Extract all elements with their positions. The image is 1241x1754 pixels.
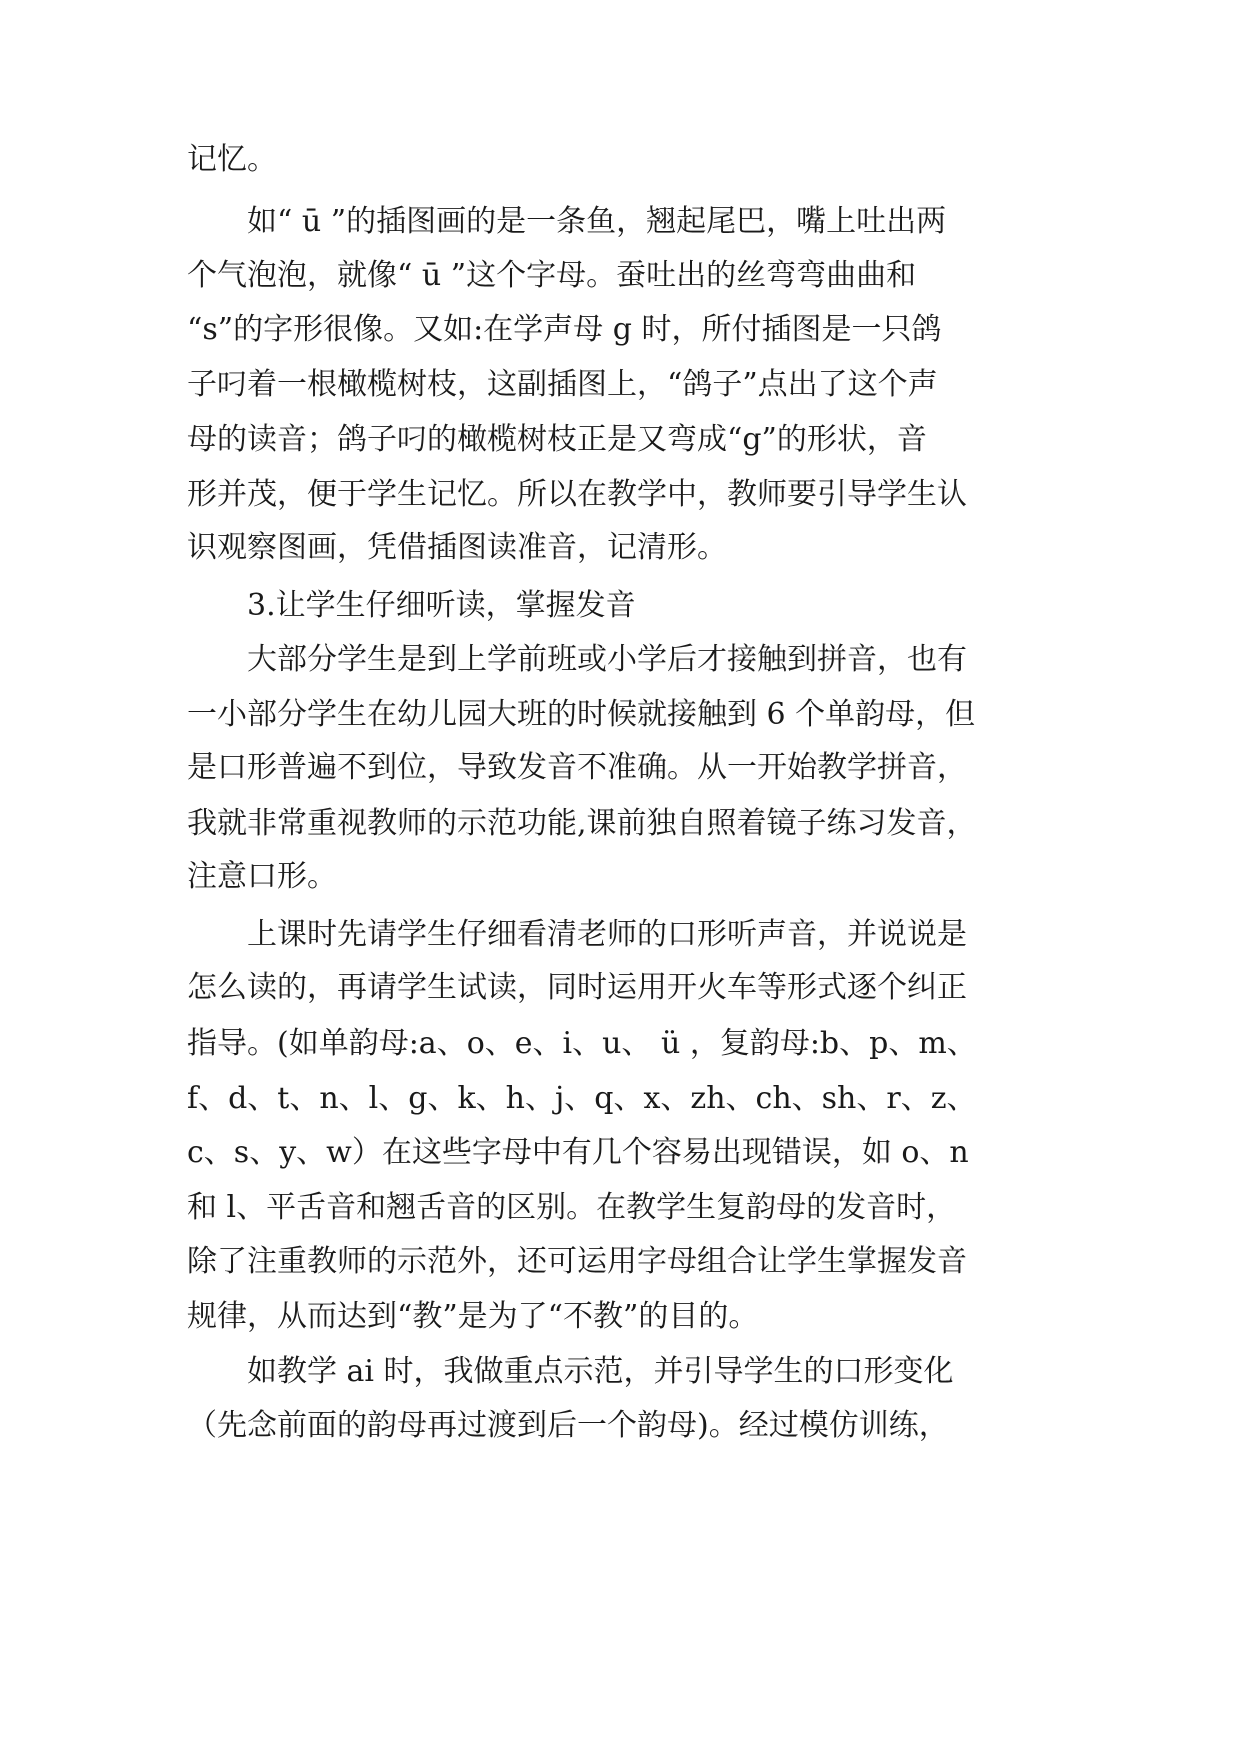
text-line-10: 大部分学生是到上学前班或小学后才接触到拼音，也有: [247, 642, 967, 677]
text-line-23: 如教学 ai 时，我做重点示范，并引导学生的口形变化: [247, 1354, 954, 1389]
text-line-24: （先念前面的韵母再过渡到后一个韵母)。经过模仿训练，: [187, 1408, 949, 1443]
text-line-13: 我就非常重视教师的示范功能,课前独自照着镜子练习发音，: [187, 806, 977, 841]
text-line-18: f、d、t、n、l、g、k、h、j、q、x、zh、ch、sh、r、z、: [187, 1081, 977, 1116]
text-line-3: 个气泡泡，就像“ ū ”这个字母。蚕吐出的丝弯弯曲曲和: [187, 258, 917, 293]
text-line-16: 怎么读的，再请学生试读，同时运用开火车等形式逐个纠正: [187, 970, 967, 1005]
text-line-4: “s”的字形很像。又如:在学声母 g 时，所付插图是一只鸽: [187, 312, 942, 347]
text-line-5: 子叼着一根橄榄树枝，这副插图上，“鸽子”点出了这个声: [187, 367, 938, 402]
text-line-19: c、s、y、w）在这些字母中有几个容易出现错误，如 o、n: [187, 1135, 969, 1170]
text-line-6: 母的读音；鸽子叼的橄榄树枝正是又弯成“g”的形状，音: [187, 422, 927, 457]
text-line-7: 形并茂，便于学生记忆。所以在教学中，教师要引导学生认: [187, 477, 967, 512]
text-line-11: 一小部分学生在幼儿园大班的时候就接触到 6 个单韵母，但: [187, 697, 976, 732]
text-line-1: 记忆。: [187, 142, 277, 177]
text-line-20: 和 l、平舌音和翘舌音的区别。在教学生复韵母的发音时，: [187, 1190, 957, 1225]
text-line-12: 是口形普遍不到位，导致发音不准确。从一开始教学拼音，: [187, 750, 967, 785]
text-line-2: 如“ ū ”的插图画的是一条鱼，翘起尾巴，嘴上吐出两: [247, 204, 947, 239]
text-line-14: 注意口形。: [187, 859, 337, 894]
section-heading: 3.让学生仔细听读，掌握发音: [247, 588, 636, 623]
text-line-21: 除了注重教师的示范外，还可运用字母组合让学生掌握发音: [187, 1244, 967, 1279]
text-line-15: 上课时先请学生仔细看清老师的口形听声音，并说说是: [247, 917, 967, 952]
text-line-22: 规律，从而达到“教”是为了“不教”的目的。: [187, 1299, 759, 1334]
text-line-8: 识观察图画，凭借插图读准音，记清形。: [187, 530, 727, 565]
text-line-17: 指导。(如单韵母:a、o、e、i、u、 ü ，复韵母:b、p、m、: [187, 1026, 977, 1061]
